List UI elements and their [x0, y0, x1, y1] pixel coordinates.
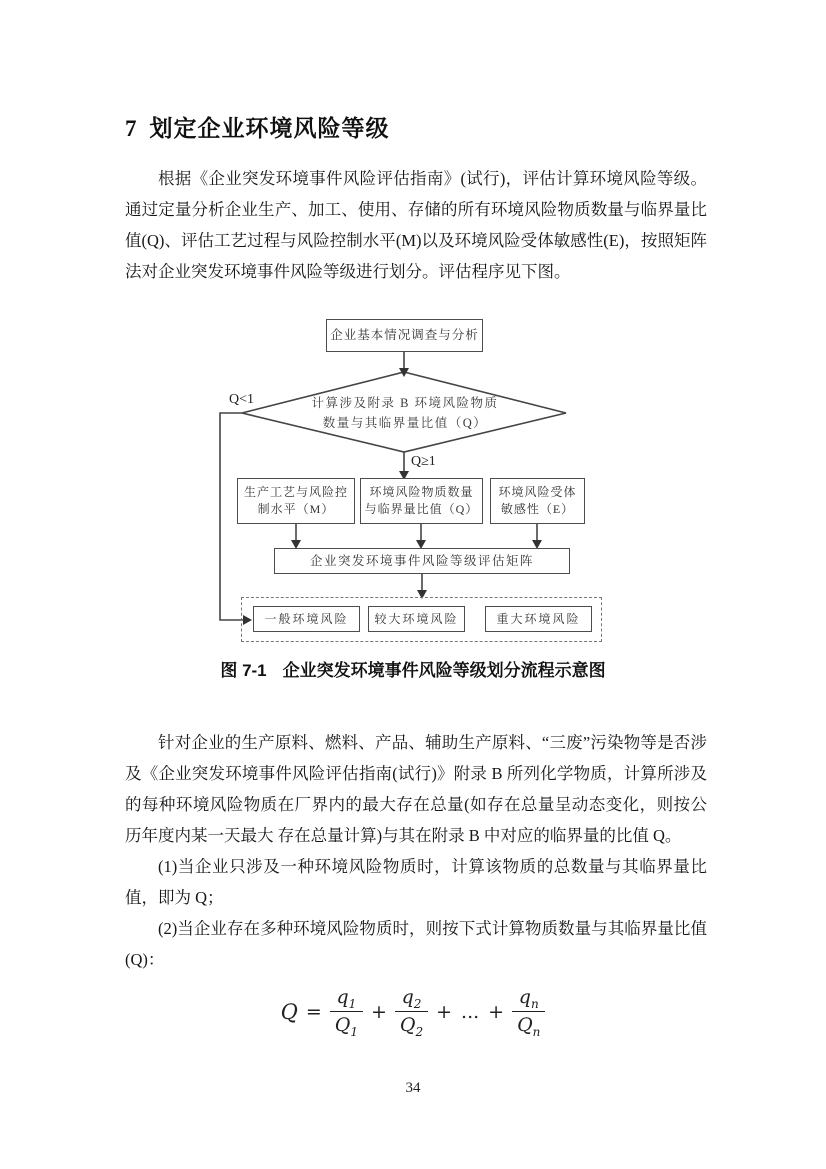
flow-box-assessment-matrix	[274, 548, 570, 574]
flow-box-assessment-matrix-label: 企业突发环境事件风险等级评估矩阵	[309, 553, 534, 568]
frac1-num-sub: 1	[348, 996, 357, 1011]
page-number: 34	[405, 1080, 421, 1096]
flowchart-figure	[0, 310, 826, 655]
figure-caption	[0, 656, 826, 681]
flow-box-substance-quantity-line2: 与临界量比值（Q）	[364, 502, 479, 516]
q-ratio-formula	[0, 986, 826, 1039]
figure-caption-text: 企业突发环境事件风险等级划分流程示意图	[282, 661, 606, 680]
flow-box-process-control-line2: 制水平（M）	[257, 502, 335, 516]
formula-lhs: Q	[280, 999, 298, 1024]
list-item-1: (1)当企业只涉及一种环境风险物质时，计算该物质的总数量与其临界量比值，即为 Q；	[125, 857, 707, 907]
frac1-den: Q	[334, 1014, 351, 1036]
flow-box-basic-survey-label: 企业基本情况调查与分析	[330, 328, 479, 342]
fracn-den-sub: n	[532, 1024, 541, 1039]
flow-box-process-control	[237, 478, 355, 524]
branch-label-q-lt-1: Q<1	[229, 392, 255, 407]
fracn-num: q	[518, 986, 531, 1008]
formula-plus-1: +	[370, 1000, 387, 1023]
frac2-den: Q	[399, 1014, 416, 1036]
flow-box-substance-quantity-line1: 环境风险物质数量	[369, 485, 474, 499]
formula-equals: =	[305, 1000, 322, 1023]
list-item-2: (2)当企业存在多种环境风险物质时，则按下式计算物质数量与其临界量比值(Q)：	[125, 919, 707, 969]
flow-box-result-major	[485, 606, 592, 632]
flow-box-substance-quantity	[360, 478, 483, 524]
formula-fraction-2	[395, 986, 428, 1039]
fracn-num-sub: n	[530, 996, 539, 1011]
decision-line2: 数量与其临界量比值（Q）	[322, 416, 488, 430]
flow-box-result-larger	[368, 606, 465, 632]
decision-line1: 计算涉及附录 B 环境风险物质	[311, 396, 499, 410]
flow-box-receptor-sensitivity-line1: 环境风险受体	[498, 485, 577, 499]
frac2-num-sub: 2	[413, 996, 422, 1011]
flow-box-result-major-label: 重大环境风险	[496, 611, 581, 626]
section-title: 划定企业环境风险等级	[149, 115, 390, 141]
flow-box-process-control-line1: 生产工艺与风险控	[243, 485, 348, 499]
intro-paragraph: 根据《企业突发环境事件风险评估指南》(试行)，评估计算环境风险等级。通过定量分析企业生产、加工、使用、存储的所有环境风险物质数量与临界量比值(Q)、评估工艺过程与风险控制水平(M)以及环境风险受体敏感性(E)，按照矩阵法对企业突发环境事件风险等级进行划分。评估程序见下图。	[125, 169, 707, 281]
section-number: 7	[125, 116, 138, 141]
body-paragraph-block	[125, 727, 707, 975]
intro-paragraph-block	[125, 163, 707, 287]
branch-label-q-ge-1: Q≥1	[411, 454, 436, 469]
flow-box-receptor-sensitivity	[490, 478, 585, 524]
frac1-num: q	[336, 986, 349, 1008]
frac2-num: q	[401, 986, 414, 1008]
formula-ellipsis: ...	[461, 1000, 480, 1023]
frac1-den-sub: 1	[350, 1024, 358, 1039]
flow-box-result-general	[253, 606, 360, 632]
flow-box-result-larger-label: 较大环境风险	[374, 611, 459, 626]
formula-fraction-1	[330, 986, 363, 1039]
decision-diamond-text	[265, 393, 545, 433]
frac2-den-sub: 2	[415, 1024, 424, 1039]
flow-box-receptor-sensitivity-line2: 敏感性（E）	[500, 502, 575, 516]
flow-box-result-general-label: 一般环境风险	[264, 611, 349, 626]
flow-box-basic-survey	[326, 319, 483, 352]
formula-plus-3: +	[488, 1000, 505, 1023]
body-paragraph: 针对企业的生产原料、燃料、产品、辅助生产原料、“三废”污染物等是否涉及《企业突发环境事件风险评估指南(试行)》附录 B 所列化学物质，计算所涉及的每种环境风险物质在厂界内的最大存在总量(如存在总量呈动态变化，则按公历年度内某一天最大 存在总量计算)与其在附录 B 中对应的临界量的比值 Q。	[125, 733, 707, 845]
formula-fraction-n	[512, 986, 545, 1039]
formula-plus-2: +	[436, 1000, 453, 1023]
figure-caption-label: 图 7-1	[220, 661, 267, 680]
fracn-den: Q	[517, 1014, 533, 1036]
section-heading	[125, 110, 390, 143]
